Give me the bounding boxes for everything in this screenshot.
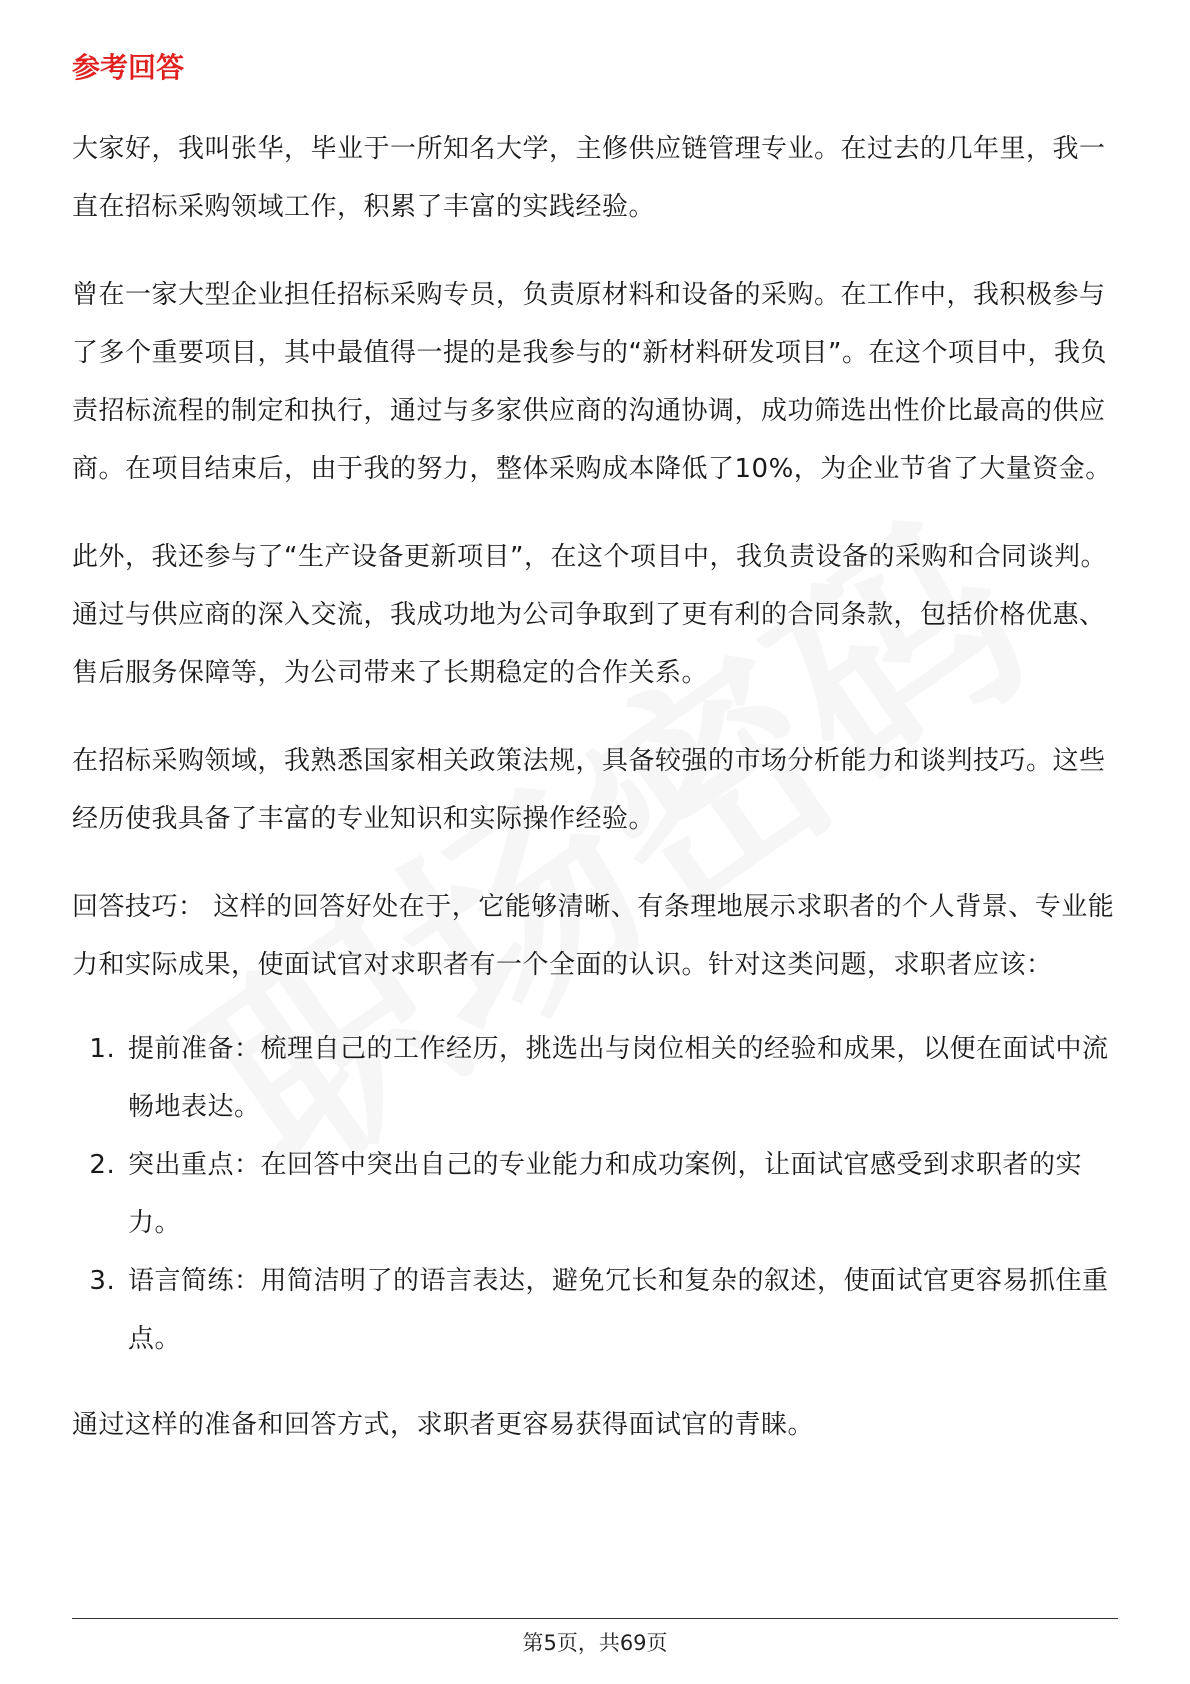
list-item: 1. 提前准备：梳理自己的工作经历，挑选出与岗位相关的经验和成果，以便在面试中流畅地表达。 — [124, 1020, 1118, 1136]
closing-paragraph: 通过这样的准备和回答方式，求职者更容易获得面试官的青睐。 — [72, 1410, 815, 1440]
main-content — [72, 48, 1118, 1484]
list-item: 3. 语言简练：用简洁明了的语言表达，避免冗长和复杂的叙述，使面试官更容易抓住重点。 — [124, 1252, 1118, 1368]
paragraph-intro: 大家好，我叫张华，毕业于一所知名大学，主修供应链管理专业。在过去的几年里，我一直在招标采购领域工作，积累了丰富的实践经验。 — [72, 134, 1106, 222]
list-item: 2. 突出重点：在回答中突出自己的专业能力和成功案例，让面试官感受到求职者的实力。 — [124, 1136, 1118, 1252]
page-number: 第5页，共69页 — [522, 1631, 668, 1655]
tips-list — [72, 1020, 1118, 1368]
paragraph-project-2: 此外，我还参与了“生产设备更新项目”，在这个项目中，我负责设备的采购和合同谈判。通过与供应商的深入交流，我成功地为公司争取到了更有利的合同条款，包括价格优惠、售后服务保障等，为公司带来了长期稳定的合作关系。 — [72, 542, 1107, 688]
footer-divider — [72, 1618, 1118, 1619]
paragraph-project-1: 曾在一家大型企业担任招标采购专员，负责原材料和设备的采购。在工作中，我积极参与了多个重要项目，其中最值得一提的是我参与的“新材料研发项目”。在这个项目中，我负责招标流程的制定和执行，通过与多家供应商的沟通协调，成功筛选出性价比最高的供应商。在项目结束后，由于我的努力，整体采购成本降低了10%，为企业节省了大量资金。 — [72, 280, 1112, 484]
tips-intro: 回答技巧： 这样的回答好处在于，它能够清晰、有条理地展示求职者的个人背景、专业能力和实际成果，使面试官对求职者有一个全面的认识。针对这类问题，求职者应该： — [72, 892, 1115, 980]
section-title: 参考回答 — [72, 51, 185, 84]
paragraph-skills: 在招标采购领域，我熟悉国家相关政策法规，具备较强的市场分析能力和谈判技巧。这些经历使我具备了丰富的专业知识和实际操作经验。 — [72, 746, 1106, 834]
